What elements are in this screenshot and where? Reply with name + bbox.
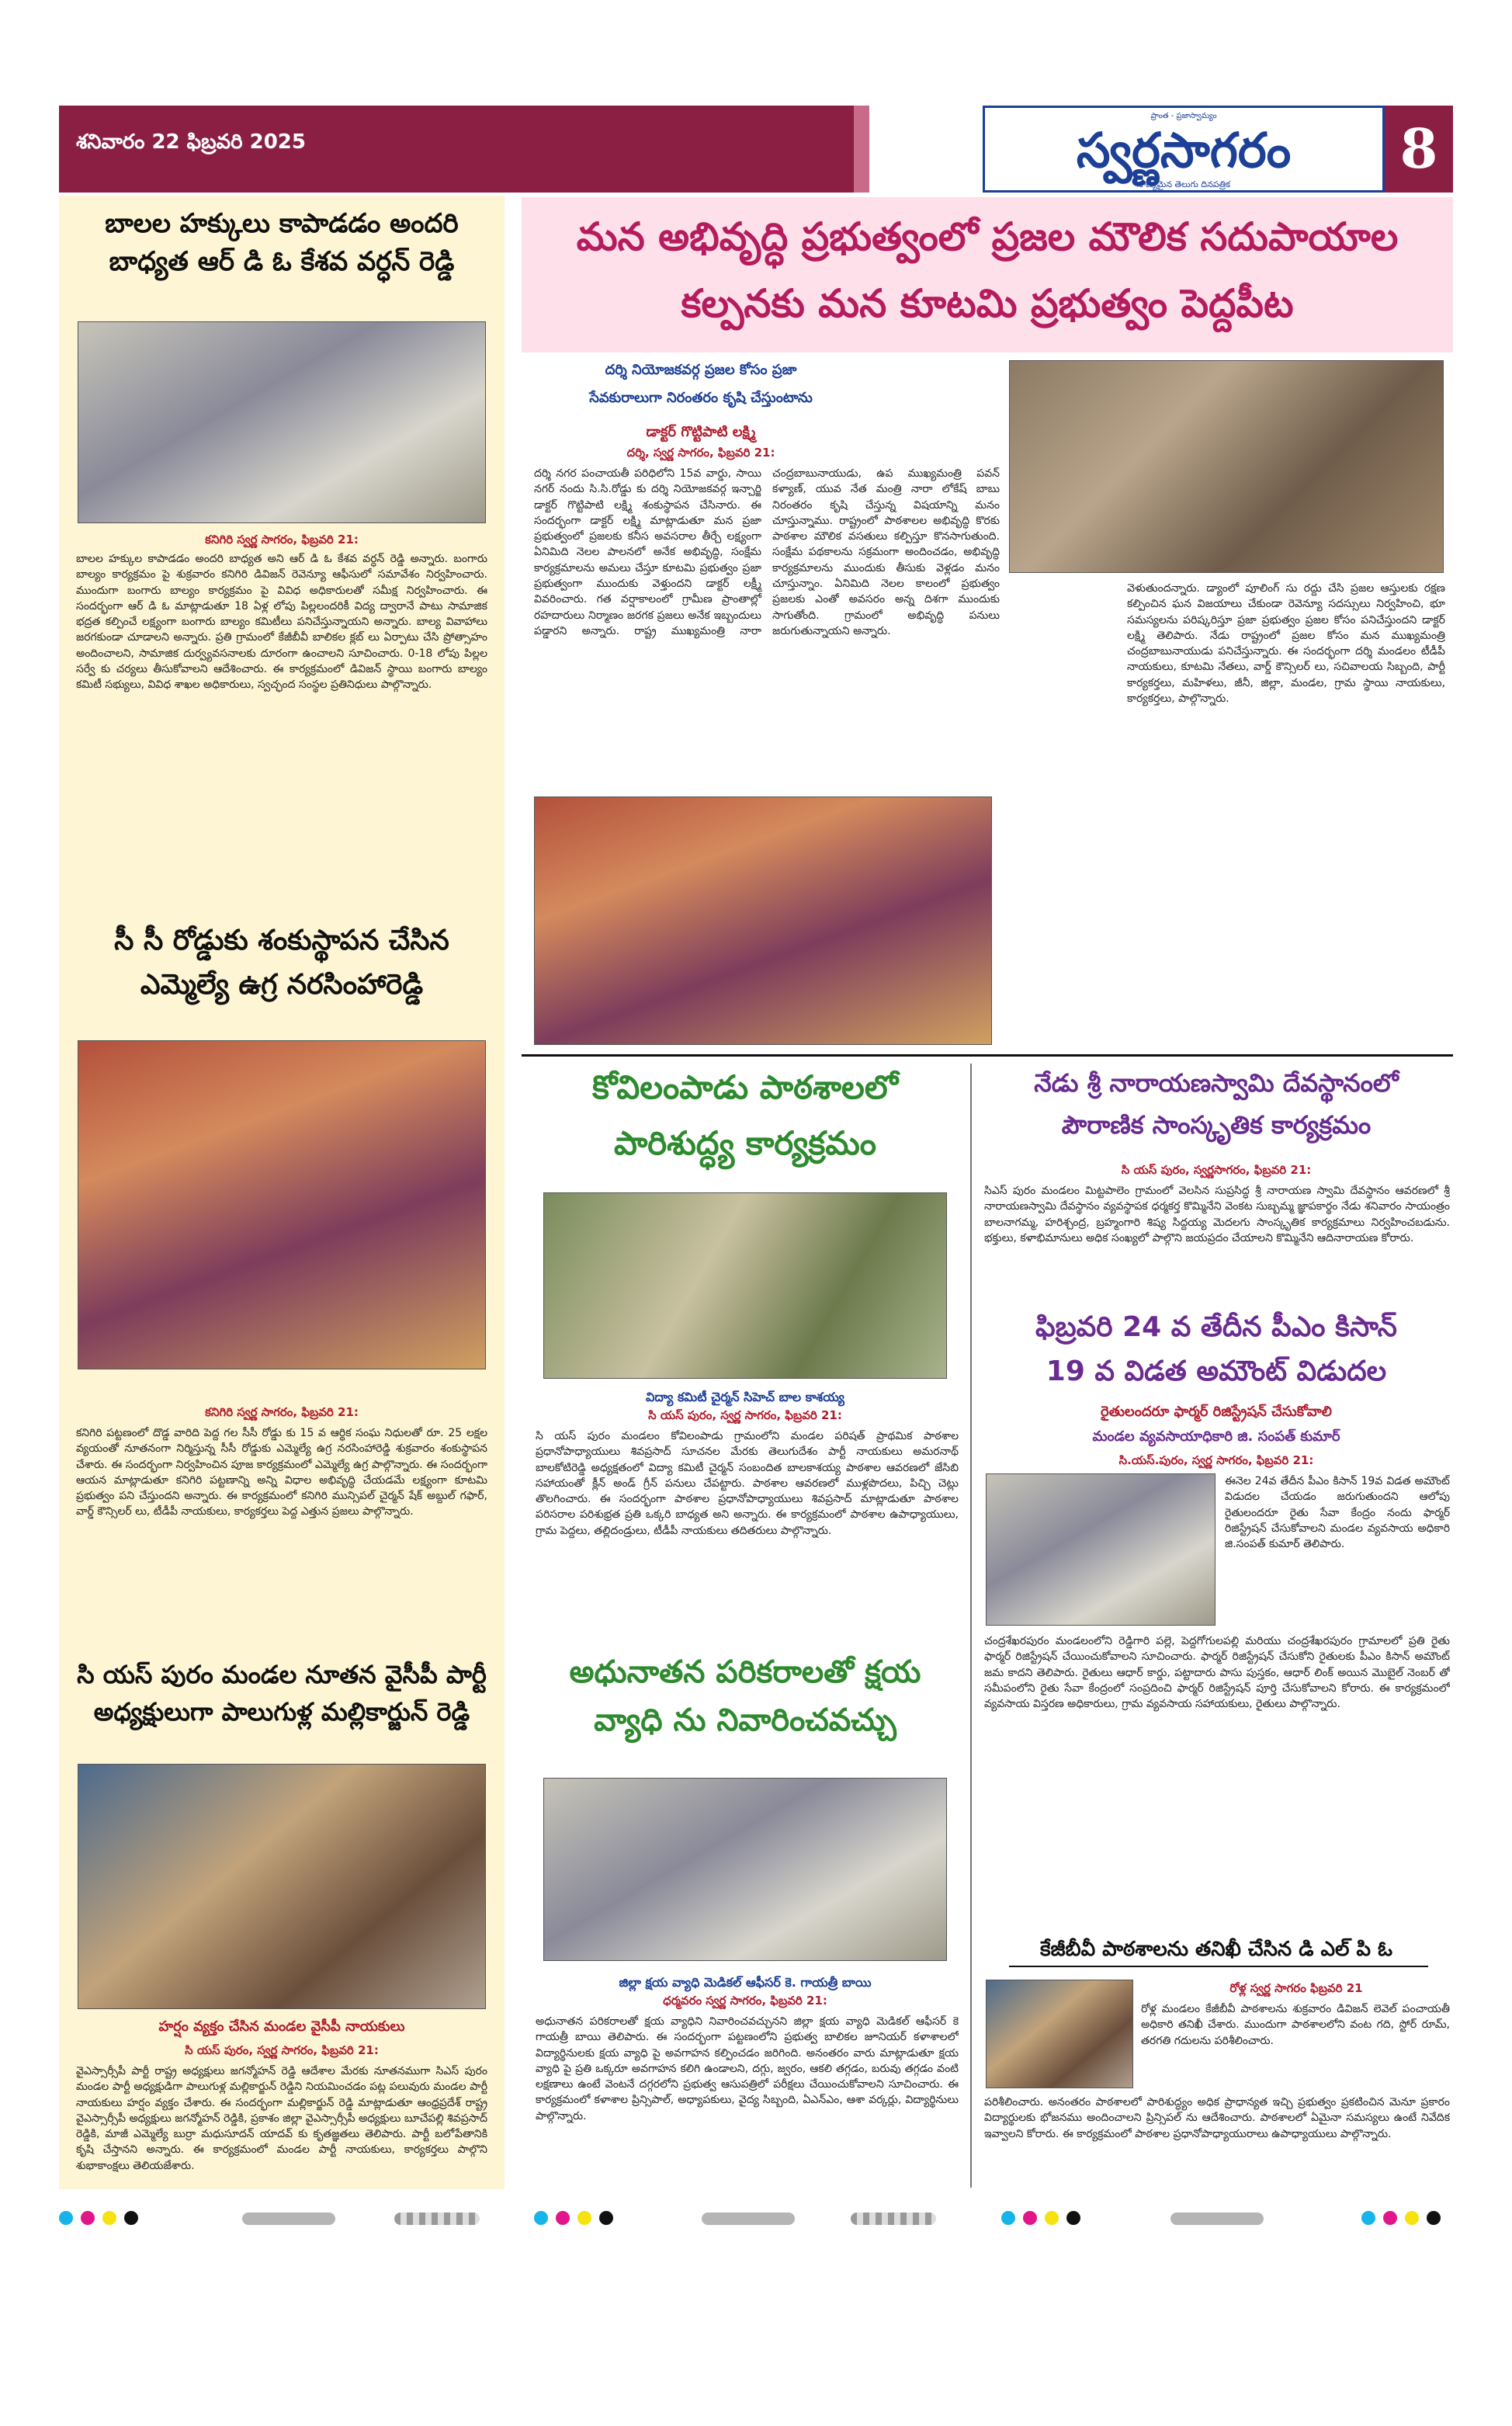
- black-dot: [124, 2211, 138, 2225]
- logo-top-text: ప్రాంత - ప్రజాస్వామ్యం: [1150, 112, 1217, 120]
- registration-marks-right: [1001, 2211, 1110, 2226]
- article3-body: వైఎస్సార్సీపీ పార్టీ రాష్ట్ర అధ్యక్షులు జగన్మోహన్ రెడ్డి ఆదేశాల మేరకు నూతనముగా సిఎస్ పురం మండల పార్టీ అధ్యక్షుడిగా పాలుగుళ్ల మల్లికార్జున్ రెడ్డిని నియమించడం పట్ల పలువురు మండల పార్టీ నాయకులు హర్షం వ్యక్తం చేశారు. ఈ సందర్భంగా మల్లికార్జున్ రెడ్డి మాట్లాడుతూ ఆంధ్రప్రదేశ్ రాష్ట్ర వైఎస్సార్సీపీ అధ్యక్షులు జగన్మోహన్ రెడ్డికి, ప్రకాశం జిల్లా వైఎస్సార్సీపీ అధ్యక్షులు బూచేపల్లి శివప్రసాద్ రెడ్డికి, మాజీ ఎమ్మెల్యే బుర్రా మధుసూదన్ యాదవ్ కు కృతజ్ఞతలు తెలిపారు. పార్టీ బలోపేతానికి కృషి చేస్తానని అన్నారు. ఈ కార్యక్రమంలో మండల పార్టీ నాయకులు, కార్యకర్తలు పాల్గొని శుభాకాంక్షలు తెలియజేశారు.: [76, 2065, 487, 2172]
- article2-headline-line2: ఎమ్మెల్యే ఉగ్ర నరసింహారెడ్డి: [140, 969, 424, 1001]
- registration-marks-center: [534, 2211, 643, 2226]
- article4-photo-top: [1009, 360, 1444, 573]
- article8-headline-line2: 19 వ విడత అమౌంట్ విడుదల: [1046, 1355, 1387, 1388]
- article5-dateline: సి యస్ పురం, స్వర్ణ సాగరం, ఫిబ్రవరి 21:: [648, 1408, 842, 1422]
- magenta-dot: [81, 2211, 95, 2225]
- banner-line1: మన అభివృద్ధి ప్రభుత్వంలో ప్రజల మౌలిక సదుపాయాల: [576, 214, 1399, 259]
- article6-dateline: ధర్మవరం స్వర్ణ సాగరం, ఫిబ్రవరి 21:: [663, 1994, 827, 2008]
- article6-headline: [528, 1654, 962, 1739]
- article5-body: సి యస్ పురం మండలం కోవిలంపాడు గ్రామంలోని మండల పరిషత్ ప్రాథమిక పాఠశాల ప్రధానోపాధ్యాయులు శివప్రసాద్ సూచనల మేరకు తెలుగుదేశం పార్టీ నాయకులు అమరనాథ్ బాలకోటిరెడ్డి అధ్యక్షతంలో విద్యా కమిటీ చైర్మన్ సంబందిత బాలకాశయ్య పాఠశాల ఆవరణలో జేసిబి సహాయంతో క్లీన్ అండ్ గ్రీన్ పనులు చేపట్టారు. పాఠశాల ఆవరణలో ముళ్లపొదలు, పిచ్చి చెట్లు తొలగించారు. ఈ సందర్భంగా పాఠశాల ప్రధానోపాధ్యాయులు శివప్రసాద్ మాట్లాడుతూ పాఠశాల పరిసరాల పరిశుభ్రత ప్రతి ఒక్కరి బాధ్యత అని అన్నారు. ఈ కార్యక్రమంలో పాఠశాల ఉపాధ్యాయులు, గ్రామ పెద్దలు, తల్లిదండ్రులు, టీడీపీ నాయకులు తదితరులు పాల్గొన్నారు.: [536, 1430, 959, 1537]
- banner-line2: కల్పనకు మన కూటమి ప్రభుత్వం పెద్దపీట: [681, 281, 1294, 326]
- article9-body: పరిశీలించారు. అనంతరం పాఠశాలలో పారిశుద్ధ్యం అధిక ప్రాధాన్యత ఇచ్చి ప్రభుత్వం ప్రకటించిన మెనూ ప్రకారం విద్యార్థులకు భోజనము అందించాలని ప్రిన్సిపల్ ను ఆదేశించారు. పాఠశాలలో ఏమైనా సమస్యలు ఉంటే నివేదిక ఇవ్వాలని కోరారు. ఈ కార్యక్రమంలో పాఠశాల ప్రధానోపాధ్యాయురాలు ఉపాధ్యాయులు పాల్గొన్నారు.: [984, 2096, 1450, 2140]
- article8-dateline: సి.యస్.పురం, స్వర్ణ సాగరం, ఫిబ్రవరి 21:: [1118, 1453, 1314, 1467]
- article7-dateline: సి యస్ పురం, స్వర్ణసాగరం, ఫిబ్రవరి 21:: [1121, 1163, 1312, 1177]
- article6-body: అధునాతన పరికరాలతో క్షయ వ్యాధిని నివారించవచ్చునని జిల్లా క్షయ వ్యాధి మెడికల్ ఆఫీసర్ కె గాయత్రీ బాయి తెలిపారు. ఈ సందర్భంగా పట్టణంలోని ప్రభుత్వ బాలికల జూనియర్ కళాశాలలో విద్యార్థినులకు క్షయ వ్యాధి పై అవగాహన కల్పించడం జరిగింది. అనంతరం వారు మాట్లాడుతూ క్షయ వ్యాధి పై ప్రతి ఒక్కరూ అవగాహన కలిగి ఉండాలని, దగ్గు, జ్వరం, ఆకలి తగ్గడం, బరువు తగ్గడం వంటి లక్షణాలు ఉంటే వెంటనే దగ్గరలోని ప్రభుత్వ ఆసుపత్రిలో పరీక్షలు చేయించుకోవాలని సూచించారు. ఈ కార్యక్రమంలో కళాశాల ప్రిన్సిపాల్, అధ్యాపకులు, వైద్య సిబ్బంది, ఏఎన్ఎం, ఆశా వర్కర్లు, విద్యార్థినులు పాల్గొన్నారు.: [536, 2015, 959, 2122]
- registration-bar: [851, 2213, 936, 2225]
- article1-photo: [78, 321, 486, 523]
- article8-subhead1: రైతులందరూ ఫార్మర్ రిజిస్ట్రేషన్ చేసుకోవాలి: [1101, 1404, 1332, 1420]
- article6-headline-line1: అధునాతన పరికరాలతో క్షయ: [569, 1654, 921, 1690]
- article9-photo: [986, 1980, 1133, 2088]
- article4-body: దర్శి నగర పంచాయతీ పరిధిలోని 15వ వార్డు, సాయి నగర్ నందు సి.సి.రోడ్డు కు దర్శి నియోజకవర్గ ఇన్చార్జి డాక్టర్ గొట్టిపాటి లక్ష్మి శంకుస్థాపన చేసినారు. ఈ సందర్భంగా డాక్టర్ లక్ష్మి మాట్లాడుతూ మన ప్రజా ప్రభుత్వంలో ప్రజలకు కనీస అవసరాల తీర్చే లక్ష్యంగా ఏనిమిది నెలల పాలనలో అనేక అభివృద్ధి, సంక్షేమ కార్యక్రమాలను అమలు చేస్తూ కూటమి ప్రభుత్వం ప్రజా ప్రభుత్వంగా ముందుకు వెళ్తుందని డాక్టర్ లక్ష్మీ వివరించారు. గత వర్షాకాలంలో గ్రామీణ ప్రాంతాల్లో రహదారులు నిర్మాణం జరగక ప్రజలు అనేక ఇబ్బందులు పడ్డారని అన్నారు. రాష్ట్ర ముఖ్యమంత్రి నారా చంద్రబాబునాయుడు, ఉప ముఖ్యమంత్రి పవన్ కళ్యాణ్, యువ నేత మంత్రి నారా లోకేష్ బాబు నిరంతరం కృషి చేస్తున్న విషయాన్ని మనం చూస్తున్నాము. రాష్ట్రంలో పాఠశాలల అభివృద్ధి కొరకు పాఠశాల మౌలిక వసతులు కల్పిస్తూ కొనసాగుతుంది. సంక్షేమ పథకాలను సక్రమంగా అందించడం, అభివృద్ధి కార్యక్రమాలను ముందుకు తీసుకు వెళ్లడం మనం చూస్తున్నాం. ఏనిమిది నెలల కాలంలో ప్రభుత్వం ప్రజలకు ఎంతో అవసరం అన్న దిశగా ముందుకు సాగుతోంది. గ్రామంలో అభివృద్ధి పనులు జరుగుతున్నాయని అన్నారు.: [534, 467, 1000, 637]
- article3-headline-line1: సి యస్ పురం మండల నూతన వైసీపీ పార్టీ: [77, 1660, 487, 1689]
- article5-headline-line1: కోవిలంపాడు పాఠశాలలో: [591, 1068, 899, 1106]
- article3-headline-line2: అధ్యక్షులుగా పాలుగుళ్ల మల్లికార్జున్ రెడ్డి: [93, 1697, 470, 1727]
- article1-body: బాలల హక్కుల కాపాడడం అందరి బాధ్యత అని ఆర్ డి ఓ కేశవ వర్ధన్ రెడ్డి అన్నారు. బంగారు బాల్యం కార్యక్రమం పై శుక్రవారం కనిగిరి డివిజన్ రెవెన్యూ ఆఫీసులో సమావేశం నిర్వహించారు. ముందుగా బంగారు బాల్యం కార్యక్రమం పై వివిధ అధికారులతో సమీక్ష నిర్వహించారు. ఈ సందర్భంగా ఆర్ డి ఓ మాట్లాడుతూ 18 ఏళ్ల లోపు పిల్లలందరికీ విద్య ద్వారానే పాటు సామాజిక భద్రత కల్పించే లక్ష్యంగా బంగారు బాల్యం కమిటీలు పనిచేస్తున్నాయని అన్నారు. బాల్య వివాహాలు జరగకుండా చూడాలని అన్నారు. ప్రతి గ్రామంలో కేజీబీవీ బాలికల క్లబ్ లు ఏర్పాటు చేసి ప్రోత్సాహం అందించాలని, సామాజిక దుర్వ్యవసనాలకు దూరంగా ఉంచాలని సూచించారు. 0-18 లోపు పిల్లల సర్వే కు చర్యలు తీసుకోవాలని ఆదేశించారు. ఈ కార్యక్రమంలో డివిజన్ స్థాయి బంగారు బాల్యం కమిటీ సభ్యులు, వివిధ శాఖల అధికారులు, స్వచ్ఛంద సంస్థల ప్రతినిధులు పాల్గొన్నారు.: [76, 553, 487, 692]
- article4-dateline: దర్శి, స్వర్ణ సాగరం, ఫిబ్రవరి 21:: [626, 446, 775, 460]
- article4-head-line2: సేవకురాలుగా నిరంతరం కృషి చేస్తుంటాను: [589, 389, 813, 406]
- article6-caption: జిల్లా క్షయ వ్యాధి మెడికల్ ఆఫీసర్ కె. గాయత్రీ బాయి: [619, 1975, 872, 1990]
- registration-bar: [1170, 2213, 1264, 2225]
- article9-headline: కేజీబీవీ పాఠశాలను తనిఖీ చేసిన డి ఎల్ పి ఓ: [1039, 1938, 1393, 1961]
- page-number-box: [1385, 106, 1453, 193]
- article9-intro: రోళ్ల మండలం కేజీబీవీ పాఠశాలను శుక్రవారం డివిజన్ లెవెల్ పంచాయతీ అధికారి తనిఖీ చేశారు. ముందుగా పాఠశాలలోని వంట గది, స్టోర్ రూమ్, తరగతి గదులను పరిశీలించారు.: [1141, 2003, 1450, 2047]
- header-accent-strip: [854, 106, 869, 193]
- article1-dateline: కనిగిరి స్వర్ణ సాగరం, ఫిబ్రవరి 21:: [205, 533, 359, 547]
- issue-date: శనివారం 22 ఫిబ్రవరి 2025: [76, 130, 306, 154]
- article4-head: [534, 362, 868, 406]
- article2-photo: [78, 1040, 486, 1369]
- registration-bar: [702, 2213, 795, 2225]
- page-number: 8: [1399, 116, 1438, 181]
- article1-headline: [70, 208, 494, 278]
- article2-body: కనిగిరి పట్టణంలో దొడ్డ వారిది పెద్ద గల సీసీ రోడ్డు కు 15 వ ఆర్థిక సంఘ నిధులతో రూ. 25 లక్షల వ్యయంతో నూతనంగా నిర్మిస్తున్న సీసీ రోడ్డుకు ఎమ్మెల్యే ఉగ్ర నరసింహారెడ్డి శుక్రవారం శంకుస్థాపన చేశారు. ఈ సందర్భంగా నిర్వహించిన పూజ కార్యక్రమంలో ఎమ్మెల్యే ఉగ్ర పాల్గొన్నారు. ఈ సందర్భంగా ఆయన మాట్లాడుతూ కనిగిరి పట్టణాన్ని అన్ని విధాల అభివృద్ధి చేయడమే లక్ష్యంగా కూటమి ప్రభుత్వం పని చేస్తుందని అన్నారు. ఈ కార్యక్రమంలో కనిగిరి మున్సిపల్ చైర్మన్ షేక్ అబ్దుల్ గఫార్, వార్డ్ కౌన్సిలర్ లు, టీడీపీ నాయకులు, కార్యకర్తలు పెద్ద ఎత్తున ప్రజలు పాల్గొన్నారు.: [76, 1427, 487, 1518]
- yellow-dot: [102, 2211, 116, 2225]
- cyan-dot: [1361, 2211, 1375, 2225]
- article6-headline-line2: వ్యాధి ను నివారించవచ్చు: [594, 1702, 896, 1738]
- article5-caption: విద్యా కమిటీ చైర్మన్ సిహెచ్ బాల కాశయ్య: [646, 1390, 844, 1404]
- article5-headline: [528, 1068, 962, 1164]
- cyan-dot: [59, 2211, 73, 2225]
- yellow-dot: [1045, 2211, 1059, 2225]
- article2-headline-line1: సీ సీ రోడ్డుకు శంకుస్థాపన చేసిన: [114, 925, 449, 956]
- article3-photo: [78, 1764, 486, 2009]
- article1-headline-line2: బాధ్యత ఆర్ డి ఓ కేశవ వర్ధన్ రెడ్డి: [109, 245, 455, 277]
- column-separator: [970, 1064, 972, 2188]
- article4-head-line1: దర్శి నియోజకవర్గ ప్రజల కోసం ప్రజా: [605, 362, 797, 378]
- black-dot: [599, 2211, 613, 2225]
- article3-caption: హర్షం వ్యక్తం చేసిన మండల వైసీపీ నాయకులు: [158, 2018, 405, 2035]
- cyan-dot: [534, 2211, 548, 2225]
- magenta-dot: [1383, 2211, 1397, 2225]
- article4-photo-main: [534, 797, 992, 1045]
- magenta-dot: [556, 2211, 570, 2225]
- article8-body: చంద్రశేఖరపురం మండలంలోని రెడ్డిగారి పల్లె, పెద్దగోగులపల్లి మరియు చంద్రశేఖరపురం గ్రామాలలో ప్రతి రైతు ఫార్మర్ రిజిస్ట్రేషన్ చేయించుకోవాలని సూచించారు. ఫార్మర్ రిజిస్ట్రేషన్ చేసుకోని రైతులకు పీఎం కిసాన్ అమౌంట్ జమ కాదని తెలిపారు. రైతులు ఆధార్ కార్డు, పట్టాదారు పాసు పుస్తకం, ఆధార్ లింక్ అయిన మొబైల్ నెంబర్ తో సమీపంలోని రైతు సేవా కేంద్రంలో సంప్రదించి ఫార్మర్ రిజిస్ట్రేషన్ పూర్తి చేసుకోవాలని కోరారు. ఈ కార్యక్రమంలో వ్యవసాయ విస్తరణ అధికారులు, గ్రామ వ్యవసాయ సహాయకులు, రైతులు పాల్గొన్నారు.: [984, 1635, 1450, 1711]
- article9-dateline: రోళ్ల స్వర్ణ సాగరం ఫిబ్రవరి 21: [1229, 1981, 1363, 1995]
- article8-headline: [981, 1310, 1451, 1388]
- logo-tagline: నాణ్యమైన తెలుగు దినపత్రిక: [1137, 179, 1230, 189]
- section-divider: [522, 1054, 1453, 1057]
- article8-subhead2: మండల వ్యవసాయాధికారి జి. సంపత్ కుమార్: [1092, 1428, 1340, 1445]
- black-dot: [1066, 2211, 1080, 2225]
- article8-intro: ఈనెల 24వ తేదీన పీఎం కిసాన్ 19వ విడత అమౌంట్ విడుదల చేయడం జరుగుతుందని ఆలోపు రైతులందరూ రైతు సేవా కేంద్రం నందు ఫార్మర్ రిజిస్ట్రేషన్ చేసుకోవాలని మండల వ్యవసాయ అధికారి జి.సంపత్ కుమార్ తెలిపారు.: [1225, 1475, 1450, 1551]
- yellow-dot: [1405, 2211, 1419, 2225]
- article5-headline-line2: పారిశుద్ధ్య కార్యక్రమం: [613, 1124, 877, 1163]
- cyan-dot: [1001, 2211, 1015, 2225]
- article7-headline-line2: పౌరాణిక సాంస్కృతిక కార్యక్రమం: [1061, 1110, 1372, 1140]
- masthead-logo: [983, 106, 1385, 193]
- article1-headline-line1: బాలల హక్కులు కాపాడడం అందరి: [105, 208, 459, 239]
- registration-bar: [394, 2213, 480, 2225]
- article4-body-continued: వెళుతుందన్నారు. డ్యాంలో పూలింగ్ సు రద్దు చేసి ప్రజల ఆస్తులకు రక్షణ కల్పించిన ఘన విజయాలు చేకుండా రెవెన్యూ సదస్సులు నిర్వహించి, భూ సమస్యలను పరిష్కరిస్తూ ప్రజా ప్రభుత్వం ప్రజల కోసం పనిచేస్తుందని డాక్టర్ లక్ష్మి తెలిపారు. నేడు రాష్ట్రంలో ప్రజల కోసం మన ముఖ్యమంత్రి చంద్రబాబునాయుడు పనిచేస్తున్నారు. ఈ సందర్భంగా దర్శి మండలం టీడీపీ నాయకులు, కూటమి నేతలు, వార్డ్ కౌన్సిలర్ లు, సచివాలయ సిబ్బంది, పార్టీ కార్యకర్తలు, మహిళలు, జీనీ, జిల్లా, మండల, గ్రామ స్థాయి నాయకులు, కార్యకర్తలు, పాల్గొన్నారు.: [1127, 582, 1445, 706]
- article9-underline: [1009, 1966, 1428, 1967]
- logo-name: స్వర్ణసాగరం: [1076, 122, 1292, 179]
- article8-photo: [986, 1473, 1215, 1626]
- registration-marks-left: [59, 2211, 168, 2226]
- lead-banner: [522, 197, 1453, 352]
- article7-headline-line1: నేడు శ్రీ నారాయణస్వామి దేవస్థానంలో: [1034, 1068, 1399, 1098]
- article3-dateline: సి యస్ పురం, స్వర్ణ సాగరం, ఫిబ్రవరి 21:: [185, 2043, 379, 2057]
- black-dot: [1427, 2211, 1441, 2225]
- article8-headline-line1: ఫిబ్రవరి 24 వ తేదీన పీఎం కిసాన్: [1035, 1311, 1397, 1343]
- article2-headline: [70, 924, 494, 1001]
- article6-photo: [543, 1778, 947, 1961]
- article3-headline: [70, 1660, 494, 1727]
- yellow-dot: [577, 2211, 591, 2225]
- article7-body: సిఎస్ పురం మండలం మిట్టపాలెం గ్రామంలో వెలసిన సుప్రసిద్ధ శ్రీ నారాయణ స్వామి దేవస్థానం ఆవరణలో శ్రీ నారాయణస్వామి దేవస్థానం వ్యవస్థాపక ధర్మకర్త కొమ్మినేని వెంకట సుబ్బమ్మ జ్ఞాపకార్థం నేడు శనివారం సాయంత్రం బాలనాగమ్మ, హరిశ్చంద్ర, బ్రహ్మంగారి శిష్య సిద్దయ్య మెదలగు సాంస్కృతిక కార్యక్రమాలు నిర్వహించబడును. భక్తులు, కళాభిమానులు అధిక సంఖ్యలో పాల్గొని జయప్రదం చేయాలని కొమ్మినేని ఆదినారాయణ కోరారు.: [984, 1185, 1450, 1244]
- article2-dateline: కనిగిరి స్వర్ణ సాగరం, ఫిబ్రవరి 21:: [205, 1405, 359, 1419]
- registration-bar: [242, 2213, 335, 2225]
- article4-byline: డాక్టర్ గొట్టిపాటి లక్ష్మి: [646, 424, 756, 440]
- magenta-dot: [1023, 2211, 1037, 2225]
- article5-photo: [543, 1192, 947, 1379]
- registration-marks-far-right: [1361, 2211, 1455, 2226]
- article7-headline: [981, 1068, 1451, 1140]
